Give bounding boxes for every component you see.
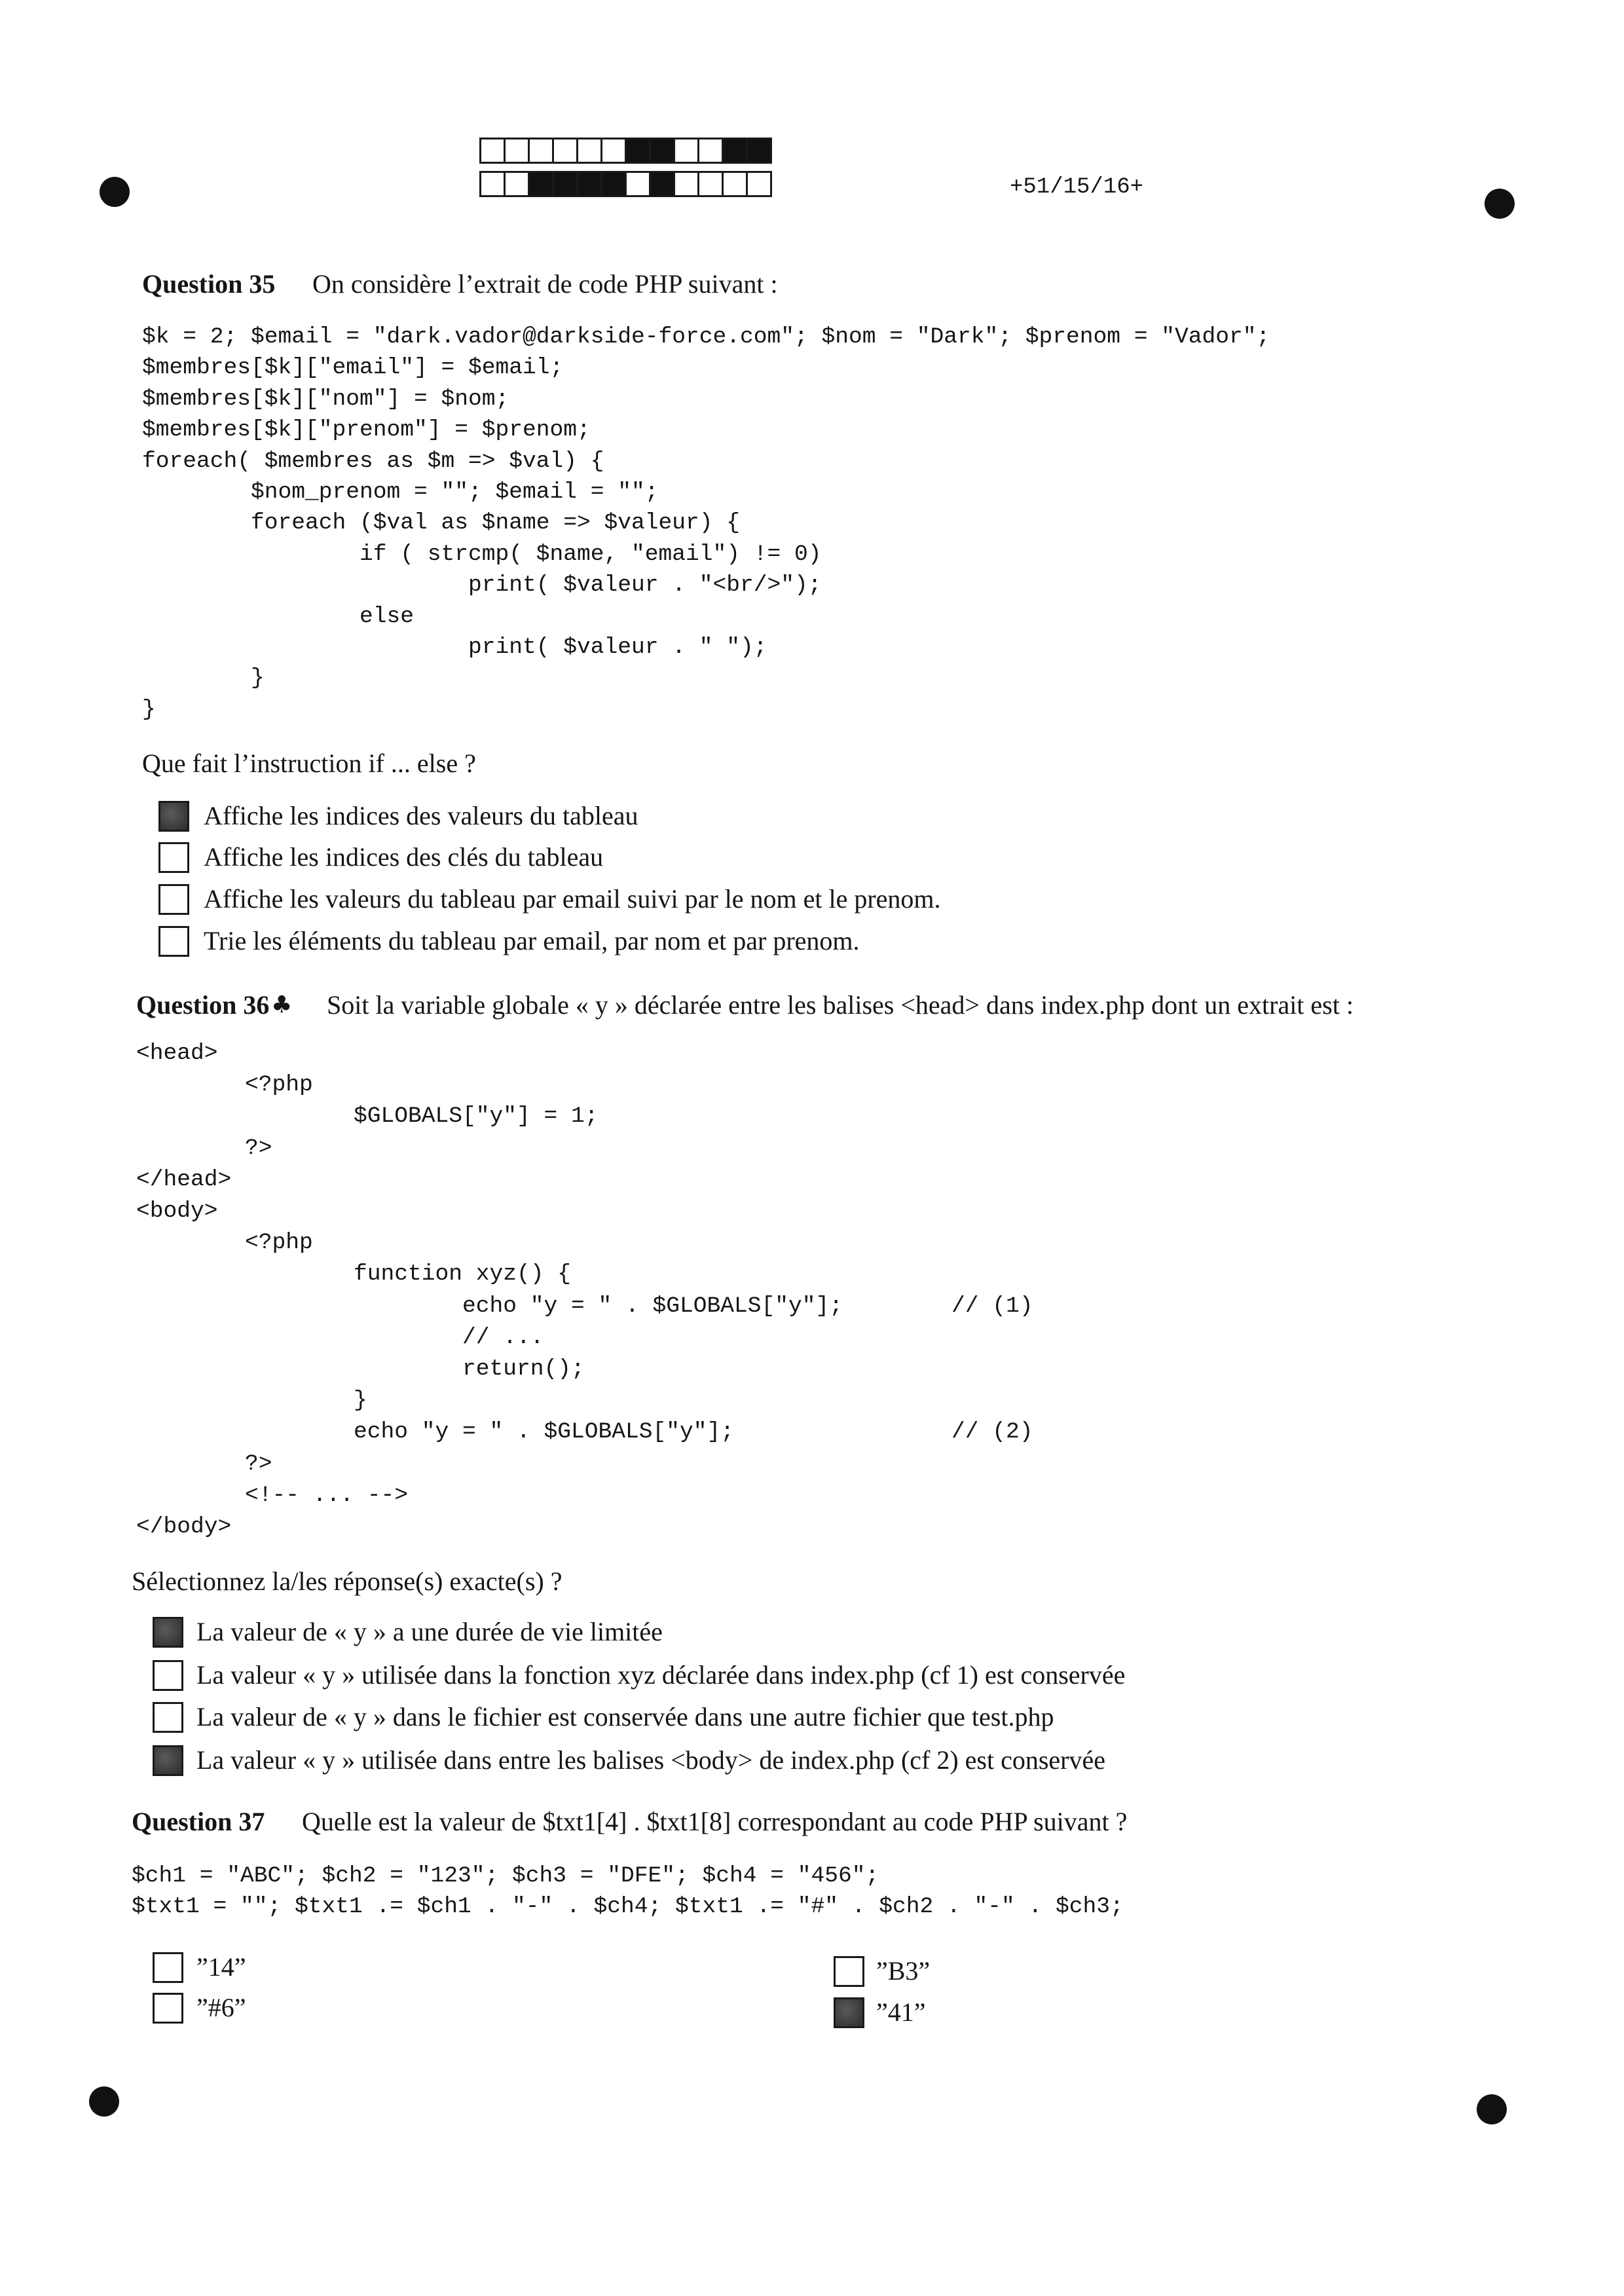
code-line: print( $valeur . " "); (142, 635, 767, 661)
code-line: <head> (136, 1041, 218, 1066)
answer-checkbox (153, 1745, 183, 1776)
answer-checkbox (153, 1952, 183, 1983)
code-line: $ch1 = "ABC"; $ch2 = "123"; $ch3 = "DFE"; $ch4 = "456"; (132, 1863, 879, 1889)
code-block-q35 (142, 322, 1270, 725)
barcode-cell-empty (673, 171, 699, 197)
answer-option (158, 841, 603, 874)
barcode-cell-empty (576, 138, 602, 164)
code-line: return(); (136, 1356, 585, 1382)
code-line: $k = 2; $email = "dark.vador@darkside-force.com"; $nom = "Dark"; $prenom = "Vador"; (142, 324, 1270, 350)
barcode-cell-empty (746, 171, 772, 197)
club-symbol: ♣ (271, 991, 293, 1018)
corner-marker-top-left (100, 177, 130, 207)
code-block-q36 (136, 1038, 1033, 1543)
answer-label: La valeur de « y » a une durée de vie limitée (196, 1617, 663, 1646)
code-line: <body> (136, 1198, 218, 1225)
answer-option (158, 883, 941, 916)
code-line: $GLOBALS["y"] = 1; (136, 1103, 599, 1130)
answer-option (153, 1951, 246, 1984)
answer-label: La valeur de « y » dans le fichier est conservée dans une autre fichier que test.php (196, 1702, 1054, 1731)
code-line: ?> (136, 1135, 272, 1161)
code-line: $membres[$k]["nom"] = $nom; (142, 386, 509, 412)
barcode-cell-empty (504, 138, 530, 164)
answer-label: Affiche les indices des valeurs du tableau (204, 801, 638, 830)
code-line: $membres[$k]["prenom"] = $prenom; (142, 417, 591, 443)
barcode-row-top (479, 138, 772, 164)
answer-option (153, 1991, 246, 2024)
question-36-label: Question 36 (136, 990, 270, 1020)
barcode-cell-filled (600, 171, 627, 197)
code-line: </body> (136, 1514, 232, 1540)
answer-label: La valeur « y » utilisée dans la fonction xyz déclarée dans index.php (cf 1) est conservée (196, 1660, 1126, 1690)
barcode-cell-empty (697, 171, 724, 197)
answer-checkbox (834, 1956, 864, 1987)
corner-marker-bottom-right (1477, 2094, 1507, 2124)
barcode-cell-empty (625, 171, 651, 197)
barcode-cell-empty (528, 138, 554, 164)
answer-option (834, 1955, 930, 1988)
corner-marker-bottom-left (89, 2086, 119, 2117)
barcode-cell-empty (552, 138, 578, 164)
code-line: echo "y = " . $GLOBALS["y"]; // (2) (136, 1419, 1033, 1445)
answer-checkbox (834, 1997, 864, 2028)
answer-option (158, 800, 638, 832)
code-line: <?php (136, 1072, 313, 1098)
code-line: $nom_prenom = ""; $email = ""; (142, 479, 659, 506)
answer-label: La valeur « y » utilisée dans entre les balises <body> de index.php (cf 2) est conservée (196, 1745, 1106, 1775)
code-line: } (142, 665, 265, 692)
answer-label: Affiche les indices des clés du tableau (204, 842, 604, 872)
answer-checkbox (153, 1993, 183, 2024)
code-line: </head> (136, 1166, 232, 1193)
question-35-prompt: Que fait l’instruction if ... else ? (142, 749, 476, 778)
code-line: ?> (136, 1451, 272, 1477)
answer-label: ”14” (196, 1952, 246, 1982)
code-line: } (136, 1388, 367, 1414)
answer-label: ”B3” (876, 1956, 931, 1986)
barcode-cell-filled (649, 171, 675, 197)
code-line: else (142, 603, 415, 629)
code-line: } (142, 696, 156, 722)
barcode-cell-filled (625, 138, 651, 164)
question-37-text: Quelle est la valeur de $txt1[4] . $txt1[8] correspondant au code PHP suivant ? (302, 1807, 1128, 1836)
answer-checkbox (158, 926, 189, 957)
page-code: +51/15/16+ (1010, 175, 1144, 200)
code-line: print( $valeur . "<br/>"); (142, 572, 822, 599)
answer-option (153, 1744, 1105, 1777)
code-line: echo "y = " . $GLOBALS["y"]; // (1) (136, 1293, 1033, 1319)
barcode-cell-empty (697, 138, 724, 164)
answer-option (153, 1701, 1054, 1733)
question-37-label: Question 37 (132, 1807, 265, 1836)
barcode-cell-filled (649, 138, 675, 164)
barcode-cell-empty (504, 171, 530, 197)
barcode-row-bottom (479, 171, 772, 197)
barcode-cell-empty (479, 138, 506, 164)
barcode-cell-empty (479, 171, 506, 197)
answer-option (153, 1616, 663, 1648)
answer-option (834, 1996, 926, 2029)
barcode-cell-filled (746, 138, 772, 164)
barcode-cell-empty (722, 171, 748, 197)
code-line: <!-- ... --> (136, 1482, 409, 1508)
code-block-q37 (132, 1861, 1124, 1922)
question-35-label: Question 35 (142, 269, 276, 299)
answer-label: Trie les éléments du tableau par email, par nom et par prenom. (204, 926, 860, 955)
answer-option (153, 1659, 1125, 1692)
barcode-cell-filled (552, 171, 578, 197)
code-line: foreach( $membres as $m => $val) { (142, 448, 604, 474)
answer-label: ”41” (876, 1997, 926, 2027)
answer-checkbox (153, 1617, 183, 1648)
answer-checkbox (158, 842, 189, 873)
barcode-cell-filled (722, 138, 748, 164)
question-35-text: On considère l’extrait de code PHP suivant : (312, 269, 778, 299)
answer-checkbox (158, 801, 189, 832)
barcode-cell-filled (528, 171, 554, 197)
code-line: $membres[$k]["email"] = $email; (142, 355, 564, 381)
answer-option (158, 925, 860, 957)
answer-label: Affiche les valeurs du tableau par email suivi par le nom et le prenom. (204, 884, 941, 914)
answer-checkbox (153, 1702, 183, 1733)
code-line: foreach ($val as $name => $valeur) { (142, 510, 741, 536)
code-line: $txt1 = ""; $txt1 .= $ch1 . "-" . $ch4; $txt1 .= "#" . $ch2 . "-" . $ch3; (132, 1894, 1124, 1919)
code-line: // ... (136, 1324, 544, 1350)
question-36-text: Soit la variable globale « y » déclarée entre les balises <head> dans index.php dont un extrait est : (327, 990, 1354, 1020)
answer-checkbox (153, 1660, 183, 1691)
corner-marker-top-right (1485, 189, 1515, 219)
code-line: <?php (136, 1230, 313, 1256)
answer-label: ”#6” (196, 1993, 246, 2022)
answer-checkbox (158, 884, 189, 915)
question-36-prompt: Sélectionnez la/les réponse(s) exacte(s) ? (132, 1566, 563, 1596)
code-line: if ( strcmp( $name, "email") != 0) (142, 541, 822, 567)
code-line: function xyz() { (136, 1261, 572, 1287)
barcode-cell-empty (600, 138, 627, 164)
barcode-cell-filled (576, 171, 602, 197)
barcode-cell-empty (673, 138, 699, 164)
